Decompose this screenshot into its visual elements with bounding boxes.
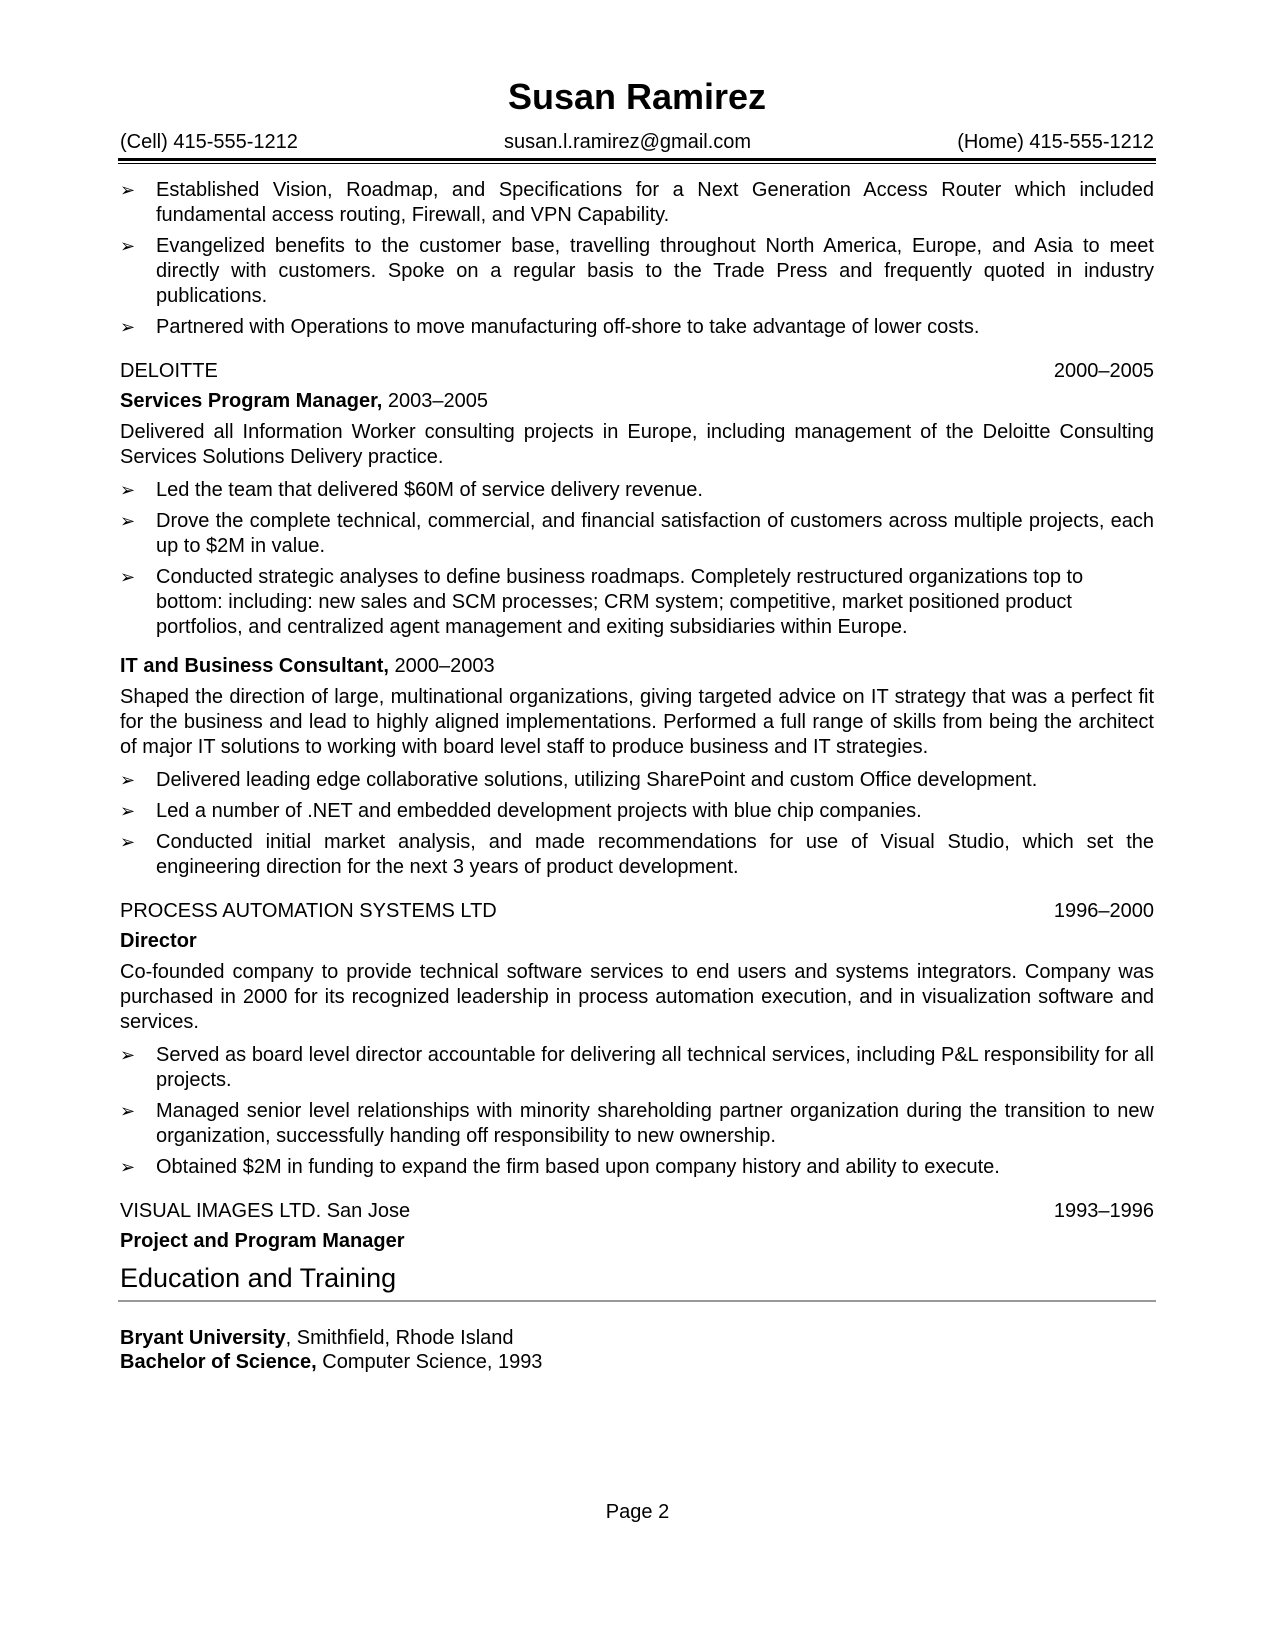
company-dates: 2000–2005	[1053, 360, 1154, 382]
role-bullet-list	[120, 768, 1154, 880]
intro-bullet-list	[120, 178, 1154, 340]
company-name: PROCESS AUTOMATION SYSTEMS LTD	[120, 900, 497, 922]
role-summary: Delivered all Information Worker consulting projects in Europe, including management of the Deloitte Consulting Services Solutions Delivery practice.	[120, 421, 1154, 468]
arrow-bullet-icon: ➢	[120, 1101, 136, 1121]
company-name: DELOITTE	[120, 360, 218, 382]
company-row-visual	[120, 1199, 1154, 1224]
list-item: ➢ Evangelized benefits to the customer base, travelling throughout North America, Europe, and Asia to meet directly with customers. Spoke on a regular basis to the Trade Press and frequently quoted in industry publications.	[120, 235, 1154, 307]
arrow-bullet-icon: ➢	[120, 832, 136, 852]
page-number: Page 2	[605, 1501, 670, 1523]
education-school-line: Bryant University, Smithfield, Rhode Island	[120, 1327, 514, 1349]
arrow-bullet-icon: ➢	[120, 511, 136, 531]
company-row-pas	[120, 899, 1154, 924]
list-item: ➢ Led the team that delivered $60M of service delivery revenue.	[120, 479, 703, 501]
role-bullet-list	[120, 478, 1154, 640]
arrow-bullet-icon: ➢	[120, 1045, 136, 1065]
resume-body	[120, 178, 1154, 1374]
arrow-bullet-icon: ➢	[120, 180, 136, 200]
company-name: VISUAL IMAGES LTD. San Jose	[120, 1200, 411, 1222]
arrow-bullet-icon: ➢	[120, 770, 136, 790]
company-row-deloitte	[120, 359, 1154, 384]
education-entry	[120, 1326, 1154, 1374]
email-address: susan.l.ramirez@gmail.com	[504, 131, 752, 153]
education-degree-line: Bachelor of Science, Computer Science, 1993	[120, 1351, 543, 1373]
list-item: ➢ Led a number of .NET and embedded development projects with blue chip companies.	[120, 800, 922, 822]
role-summary: Co-founded company to provide technical software services to end users and systems integrators. Company was purchased in 2000 for its recognized leadership in process automation execution, and in visualization software and services.	[120, 961, 1154, 1033]
role-title: Director	[120, 930, 197, 952]
header-rule-thick	[118, 158, 1156, 161]
role-title: Services Program Manager, 2003–2005	[120, 390, 489, 412]
list-item: ➢ Managed senior level relationships with minority shareholding partner organization during the transition to new organization, successfully handing off responsibility to new ownership.	[120, 1100, 1154, 1147]
arrow-bullet-icon: ➢	[120, 317, 136, 337]
arrow-bullet-icon: ➢	[120, 567, 136, 587]
education-heading: Education and Training	[118, 1262, 1156, 1302]
resume-name: Susan Ramirez	[507, 76, 767, 117]
arrow-bullet-icon: ➢	[120, 236, 136, 256]
role-summary: Shaped the direction of large, multinational organizations, giving targeted advice on IT strategy that was a perfect fit for the business and lead to highly aligned implementations. Performed a full range of skills from being the architect of major IT solutions to working with board level staff to produce business and IT strategies.	[120, 686, 1154, 758]
home-phone: (Home) 415-555-1212	[957, 131, 1154, 153]
list-item: ➢ Conducted strategic analyses to define business roadmaps. Completely restructured organizations top to bottom: including: new sales and SCM processes; CRM system; competitive, market positioned product portfolios, and centralized agent management and exiting subsidiaries within Europe.	[120, 566, 1084, 638]
role-bullet-list	[120, 1043, 1154, 1180]
arrow-bullet-icon: ➢	[120, 801, 136, 821]
list-item: ➢ Served as board level director accountable for delivering all technical services, including P&L responsibility for all projects.	[120, 1044, 1154, 1091]
list-item: ➢ Delivered leading edge collaborative solutions, utilizing SharePoint and custom Office development.	[120, 769, 1038, 791]
contact-line	[120, 130, 1154, 154]
role-title: IT and Business Consultant, 2000–2003	[120, 655, 495, 677]
company-dates: 1993–1996	[1053, 1200, 1154, 1222]
arrow-bullet-icon: ➢	[120, 480, 136, 500]
company-dates: 1996–2000	[1053, 900, 1154, 922]
list-item: ➢ Conducted initial market analysis, and made recommendations for use of Visual Studio, which set the engineering direction for the next 3 years of product development.	[120, 831, 1154, 878]
role-title: Project and Program Manager	[120, 1230, 405, 1252]
list-item: ➢ Established Vision, Roadmap, and Specifications for a Next Generation Access Router which included fundamental access routing, Firewall, and VPN Capability.	[120, 179, 1154, 226]
header-rule-thin	[118, 163, 1156, 164]
arrow-bullet-icon: ➢	[120, 1157, 136, 1177]
cell-phone: (Cell) 415-555-1212	[120, 131, 298, 153]
list-item: ➢ Drove the complete technical, commercial, and financial satisfaction of customers across multiple projects, each up to $2M in value.	[120, 510, 1154, 557]
list-item: ➢ Partnered with Operations to move manufacturing off-shore to take advantage of lower costs.	[120, 316, 980, 338]
school-name: Bryant University	[120, 1327, 286, 1349]
degree-name: Bachelor of Science,	[120, 1351, 317, 1373]
list-item: ➢ Obtained $2M in funding to expand the firm based upon company history and ability to execute.	[120, 1156, 1000, 1178]
